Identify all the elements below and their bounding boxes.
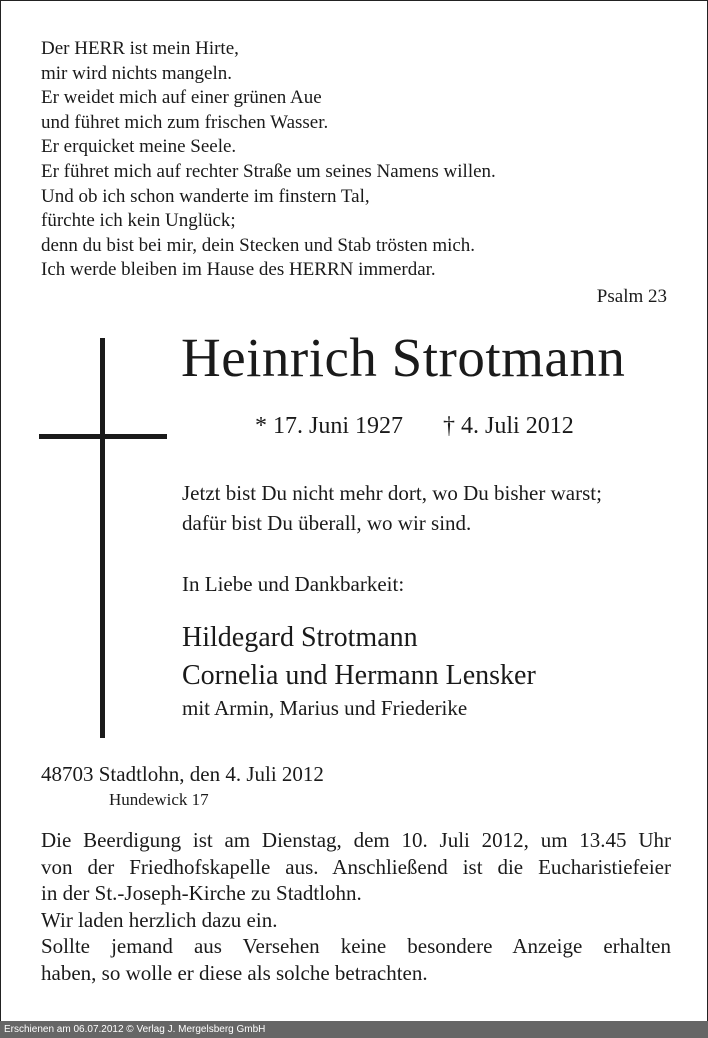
life-dates — [255, 413, 574, 440]
funeral-line: Sollte jemand aus Versehen keine besondere Anzeige erhalten — [41, 934, 671, 958]
psalm-line: Er erquicket meine Seele. — [41, 136, 237, 158]
funeral-line: haben, so wolle er diese als solche betrachten. — [41, 960, 428, 985]
psalm-line: Und ob ich schon wanderte im finstern Tal, — [41, 185, 370, 207]
funeral-line: in der St.-Joseph-Kirche zu Stadtlohn. — [41, 881, 362, 905]
psalm-line: und führet mich zum frischen Wasser. — [41, 111, 329, 133]
psalm-reference: Psalm 23 — [596, 286, 667, 307]
funeral-line: Wir laden herzlich dazu ein. — [41, 907, 278, 932]
psalm-line: denn du bist bei mir, dein Stecken und Stab trösten mich. — [41, 234, 476, 256]
mourner-name: Cornelia und Hermann Lensker — [182, 660, 536, 691]
grandchildren-names: mit Armin, Marius und Friederike — [182, 696, 468, 720]
psalm-text — [41, 37, 496, 283]
mourner-names — [182, 619, 536, 695]
psalm-line: Er führet mich auf rechter Straße um seines Namens willen. — [41, 160, 496, 182]
street-address: Hundewick 17 — [109, 790, 209, 809]
birth-date: * 17. Juni 1927 — [255, 413, 404, 439]
signature-intro: In Liebe und Dankbarkeit: — [182, 572, 405, 596]
psalm-line: Der HERR ist mein Hirte, — [41, 38, 239, 59]
mourner-name: Hildegard Strotmann — [182, 622, 418, 653]
memorial-quote — [182, 478, 602, 538]
death-date: † 4. Juli 2012 — [443, 413, 574, 439]
quote-line: dafür bist Du überall, wo wir sind. — [182, 511, 472, 535]
cross-icon — [100, 338, 105, 738]
cross-icon-bar — [39, 434, 167, 439]
place-and-date: 48703 Stadtlohn, den 4. Juli 2012 — [41, 762, 324, 786]
psalm-line: Ich werde bleiben im Hause des HERRN immerdar. — [41, 259, 436, 281]
psalm-line: mir wird nichts mangeln. — [41, 62, 233, 84]
funeral-line: von der Friedhofskapelle aus. Anschließend ist die Eucharistiefeier — [41, 854, 671, 879]
funeral-details — [41, 827, 671, 986]
psalm-line: fürchte ich kein Unglück; — [41, 210, 236, 232]
funeral-line: Die Beerdigung ist am Dienstag, dem 10. Juli 2012, um 13.45 Uhr — [41, 828, 671, 852]
deceased-name: Heinrich Strotmann — [181, 327, 626, 388]
quote-line: Jetzt bist Du nicht mehr dort, wo Du bisher warst; — [182, 481, 602, 505]
psalm-line: Er weidet mich auf einer grünen Aue — [41, 87, 322, 109]
publication-footer: Erschienen am 06.07.2012 © Verlag J. Mergelsberg GmbH — [0, 1021, 708, 1038]
